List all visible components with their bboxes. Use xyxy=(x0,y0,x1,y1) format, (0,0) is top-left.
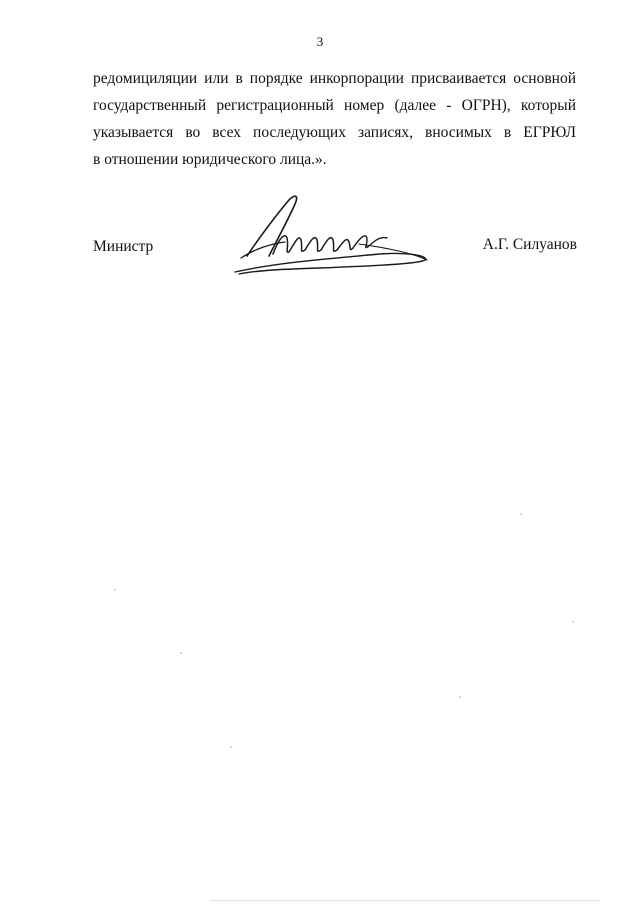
signature-block xyxy=(93,232,577,282)
scan-speck xyxy=(114,589,116,591)
signer-name: А.Г. Силуанов xyxy=(482,236,577,253)
scan-speck xyxy=(520,513,522,515)
scan-edge-line xyxy=(210,900,600,901)
scan-speck xyxy=(230,746,232,748)
paragraph-line-3: указывается во всех последующих записях, вносимых в ЕГРЮЛ xyxy=(93,124,576,141)
scan-speck xyxy=(459,696,461,698)
paragraph-line-4: в отношении юридического лица.». xyxy=(93,151,327,168)
signer-title: Министр xyxy=(93,238,154,255)
paragraph-line-2: государственный регистрационный номер (далее - ОГРН), который xyxy=(93,97,576,114)
paragraph-line-1: редомициляции или в порядке инкорпорации присваивается основной xyxy=(93,70,576,87)
handwritten-signature xyxy=(229,190,439,280)
scan-speck xyxy=(180,652,182,654)
scan-speck xyxy=(572,621,574,623)
page-number: 3 xyxy=(316,34,324,49)
body-paragraph xyxy=(93,65,576,173)
